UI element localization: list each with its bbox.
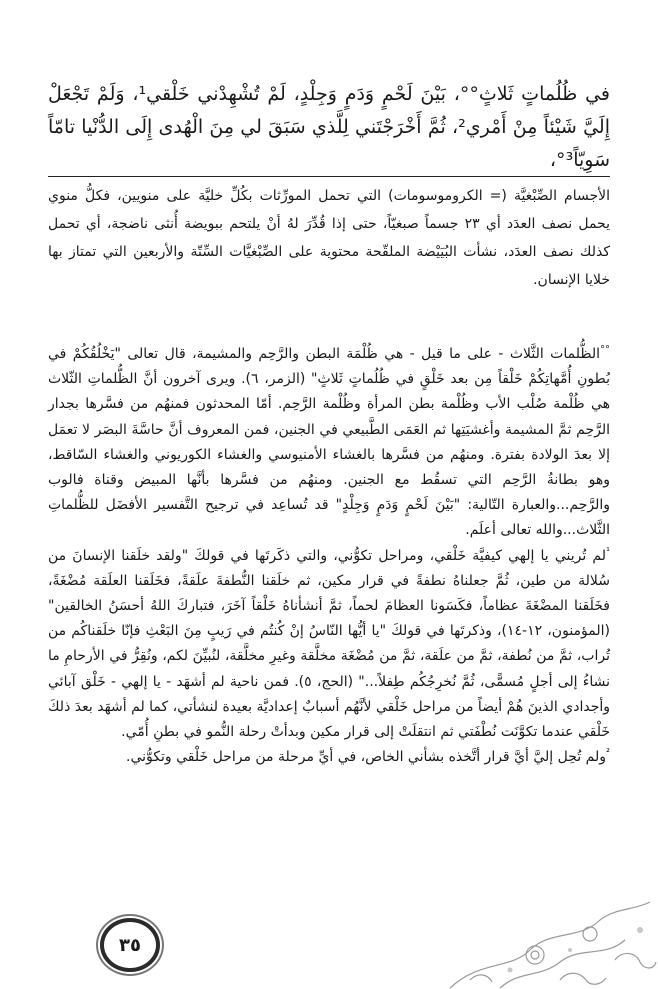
footnote-separator [48, 176, 610, 177]
page-number-badge: ٣٥ [100, 918, 160, 972]
footnote-zulumat [48, 342, 610, 544]
supplication-verse: في ظُلُماتٍ ثَلاثٍ°°، بَيْنَ لَحْمٍ وَدَمٍ وَجِلْدٍ، لَمْ تُشْهِدْني خَلْقي¹، وَلَمْ تَجْعَلْ إِلَيَّ شَيْئاً مِنْ أَمْري²، ثُمَّ أَخْرَجْتَني لِلَّذي سَبَقَ لي مِنَ الْهُدى إِلَى الدُّنْيا تامّاً سَوِيّاً³°، [48, 83, 610, 171]
footnote-text: ولم تُحِل إليَّ أيَّ قرار أتَّخذه بشأني الخاص، في أيِّ مرحلة من مراحل خَلْقي وتكوُّني. [126, 749, 606, 766]
footnote-marker: ¹ [605, 545, 610, 557]
footnote-text: لم تُريني يا إلهي كيفيَّة خَلْقي، ومراحل تكوُّني، والتي ذكَرتَها في قولكَ "ولقد خلَقنا الإنسانَ من سُلالة من طين، ثُمَّ جعلناهُ نطفةً في قرار مكين، ثم خلَقنا النُّطفةَ علَقةً، فخَلَقنا العلَقة مُضْغَةً، فخَلَقنا المضْغَةَ عظاماً، فكَسَونا العظامَ لحماً، ثمَّ أنشأناهُ خَلْقاً آخَرَ، فتباركَ اللهُ أحسَنُ الخالقين" (المؤمنون، ١٢-١٤)، وذكرتَها في قولكَ "يا أيُّها النّاسُ إنْ كُنتُم في رَيبٍ مِنَ البَعْثِ فإنّا خلَقناكُم من تُراب، ثمَّ من نُطفة، ثمَّ من علَقة، ثمَّ من مُضْغَة مخلَّقة وغيرِ مخلَّقة، لنُبيِّنَ لكم، ونُقِرُّ في الأرحامِ ما نشاءُ إلى أجلٍ مُسمًّى، ثُمَّ نُخرِجُكُم طِفلاً..." (الحج، ٥). فمن ناحية لم أشهَد - يا إلهي - خَلْق آبائي وأجدادي الذينَ هُمْ أيضاً من مراحل خَلْقي لأنَّهُم أسبابٌ إعداديَّة بعيدة لنشأتي، كما لم أشهَد بعدَ ذلكَ خَلْقي عندما تكوَّنَت نُطْفَتي ثم انتقلَتْ إلى قرار مكين وبدأتْ رحلة النُّمو في بطنِ أُمّي. [48, 547, 610, 741]
footnote-creation-stages [48, 544, 610, 746]
footnotes [48, 342, 610, 770]
floral-ornament-icon [440, 900, 658, 989]
footnote-marker: ² [605, 747, 610, 759]
footnote-decision [48, 745, 610, 770]
footnote-text: الظُّلمات الثَّلاث - على ما قيل - هي ظُلْمَة البطن والرَّحِم والمشيمة، قال تعالى "يَخْلُقُكُمْ في بُطونِ أُمَّهاتِكُمْ خَلْقاً مِن بعد خَلْقٍ في ظُلُماتٍ ثَلاثٍ" (الزمر، ٦). ويرى آخرون أنَّ الظُّلماتِ الثّلاث هي ظُلْمة صُلْب الأب وظُلْمة بطن المرأة وظُلْمة الرَّحِم. أمّا المحدثون فمنهُم من فسَّرها بجدار الرَّحِم ثمَّ المشيمة وأغشيَتِها ثم العَمَى الطَّبيعي في الجنين، فمن المعروف أنَّ حاسَّةَ البصَر لا تعمَل إلا بعدَ الولادة بفترة. ومنهُم من فسَّرها بالغشاء الأمنيوسي والغشاء الكوريوني والغشاء السّاقط، وهو بطانةُ الرَّحِم التي تسقُط مع الجنين. ومنهُم من فسَّرها بأنَّها المبيض وقناة فالوب والرَّحِم...والعبارة التّالية: "بَيْنَ لَحْمٍ وَدَمٍ وَجِلْدٍ" قد تُساعِد في ترجيح التَّفسير الأفضَل للظُّلماتِ الثَّلاث...والله تعالى أعلَم. [48, 346, 610, 539]
footnote-marker: °° [600, 344, 610, 356]
footnote-continuation: الأجسام الصِّبْغيَّة (= الكروموسومات) التي تحمل المورِّثات بكُلِّ خليَّة على منويين، فكلُّ منوي يحمل نصف العدَد أي ٢٣ جسماً صبغيّاً، حتى إذا قُدِّرَ لهُ أنْ يلتحم ببويضة أُنثى ناضجة، أي تحمل كذلك نصف العدَد، نشأت البُيَيْضة الملقّحة محتوية على الصِّبْغيَّات السِّتّة والأربعين التي تمتاز بها خلايا الإنسان. [48, 188, 610, 288]
